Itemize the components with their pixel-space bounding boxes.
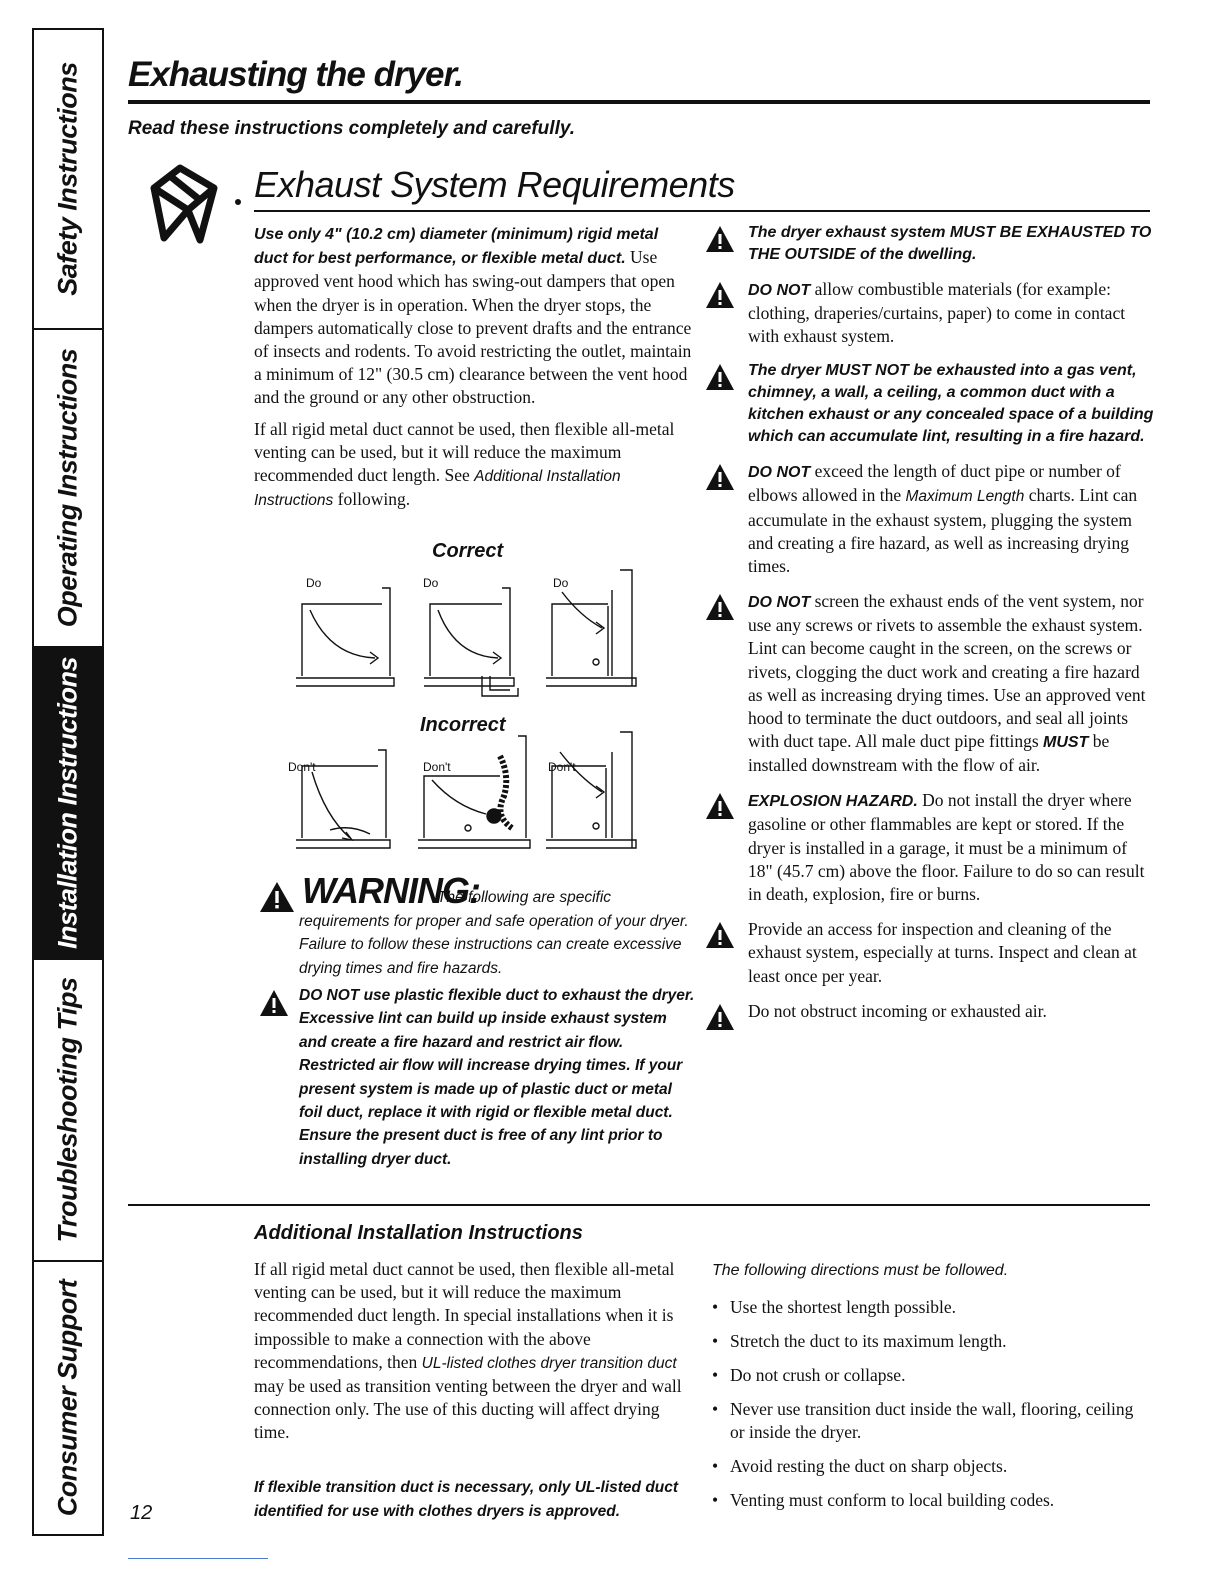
warning-item — [704, 460, 1154, 578]
warning-text: Do not obstruct incoming or exhausted air. — [748, 1000, 1047, 1021]
page-number: 12 — [130, 1502, 153, 1524]
list-item: • Avoid resting the duct on sharp objects. — [712, 1455, 1152, 1478]
tab-label: Safety Instructions — [52, 62, 83, 296]
correct-label: Correct — [432, 540, 504, 562]
warning-lead: EXPLOSION HAZARD. — [748, 793, 918, 811]
section-divider — [128, 1204, 1150, 1206]
flexible-venting-end: following. — [337, 489, 411, 510]
diagram-caption: Do — [306, 576, 322, 590]
warning-text: exceed the length of duct pipe or number of elbows allowed in the — [748, 461, 1121, 506]
list-item: • Never use transition duct inside the wall, flooring, ceiling or inside the dryer. — [712, 1398, 1152, 1444]
tab-troubleshooting-tips[interactable] — [34, 960, 102, 1262]
section-divider — [254, 210, 1150, 212]
duct-requirement-bold: Use only 4" (10.2 cm) diameter (minimum) rigid metal duct for best performance, or flexible metal duct. — [254, 226, 659, 268]
warning-icon — [704, 280, 736, 310]
additional-text-end: may be used as transition venting between the dryer and wall connection only. The use of this ducting will affect drying time. — [254, 1376, 682, 1443]
warning-item — [704, 222, 1154, 266]
warning-item — [704, 278, 1154, 348]
warning-text: The dryer MUST NOT be exhausted into a gas vent, chimney, a wall, a ceiling, a common duct with a kitchen exhaust or any concealed space of a building which can accumulate lint, resulting in a fire hazard. — [748, 362, 1154, 446]
tab-label: Operating Instructions — [52, 348, 83, 628]
transition-duct-ref: UL-listed clothes dryer transition duct — [421, 1354, 677, 1372]
title-divider — [128, 100, 1150, 104]
maximum-length-ref: Maximum Length — [905, 488, 1025, 506]
warning-icon — [704, 224, 736, 254]
warning-emphasis: MUST — [1043, 734, 1089, 752]
diagram-caption: Don't — [548, 760, 576, 774]
warning-icon — [258, 988, 290, 1018]
incorrect-diagram-2 — [418, 736, 530, 848]
footer-rule — [128, 1558, 268, 1559]
warning-text-end: charts. Lint can accumulate in the exhaust system, plugging the system and creating a fire hazard, as well as increasing drying times. — [748, 485, 1138, 577]
warning-item — [704, 1000, 1154, 1023]
tab-operating-instructions[interactable] — [34, 330, 102, 648]
list-item: • Venting must conform to local building codes. — [712, 1489, 1152, 1512]
warning-item — [704, 789, 1154, 906]
additional-instructions-text — [254, 1258, 684, 1445]
warning-lead: DO NOT — [748, 594, 811, 612]
warning-text-end: be installed downstream with the flow of air. — [748, 731, 1110, 776]
warning-item — [704, 590, 1154, 777]
warning-icon — [704, 592, 736, 622]
venting-diagrams — [290, 566, 660, 866]
warning-icon — [704, 462, 736, 492]
tab-label: Troubleshooting Tips — [52, 977, 83, 1243]
correct-diagram-1 — [296, 588, 394, 686]
page-subtitle: Read these instructions completely and carefully. — [128, 118, 575, 139]
warning-icon — [704, 920, 736, 950]
incorrect-diagram-1 — [296, 750, 390, 848]
incorrect-diagram-3 — [546, 732, 636, 848]
warning-heading: WARNING: — [302, 870, 480, 911]
correct-diagram-2 — [424, 588, 518, 696]
tab-label: Installation Instructions — [52, 656, 83, 950]
directions-list — [712, 1296, 1152, 1523]
duct-icon — [140, 158, 250, 250]
warning-icon — [704, 791, 736, 821]
diagram-caption: Don't — [423, 760, 451, 774]
duct-requirement-text: Use approved vent hood which has swing-out dampers that open when the dryer is in operation. When the dryer stops, the dampers automatically close to prevent drafts and the entrance of insects and rodents. To avoid restricting the outlet, maintain a minimum of 12" (30.5 cm) clearance between the vent hood and the ground or any other obstruction. — [254, 247, 692, 408]
correct-diagram-3 — [546, 570, 636, 686]
warning-text: screen the exhaust ends of the vent system, nor use any screws or rivets to assemble the exhaust system. Lint can become caught in the screen, on the screws or rivets, clogging the duct work and creating a fire hazard as well as increasing drying times. Use an approved vent hood to terminate the duct outdoors, and seal all joints with duct tape. All male duct pipe fittings — [748, 591, 1146, 752]
section-tab-bar — [32, 28, 104, 1536]
section-title: Exhaust System Requirements — [254, 164, 735, 205]
warning-icon — [258, 880, 296, 914]
additional-instructions-ref: Additional Installation Instructions — [254, 468, 621, 510]
warning-item — [704, 360, 1154, 448]
warning-icon — [704, 1002, 736, 1032]
diagram-caption: Don't — [288, 760, 316, 774]
tab-consumer-support[interactable] — [34, 1262, 102, 1534]
tab-safety-instructions[interactable] — [34, 30, 102, 330]
diagram-caption: Do — [553, 576, 569, 590]
ul-listed-note: If flexible transition duct is necessary, only UL-listed duct identified for use with clothes dryers is approved. — [254, 1479, 679, 1520]
additional-text: If all rigid metal duct cannot be used, then flexible all-metal venting can be used, but it will reduce the maximum recommended duct length. In special installations when it is impossible to make a connection with the above recommendations, then — [254, 1259, 675, 1372]
right-column — [704, 222, 1154, 1035]
duct-requirement-paragraph — [254, 222, 694, 410]
incorrect-label: Incorrect — [420, 714, 506, 736]
flexible-venting-paragraph — [254, 418, 694, 513]
warning-text: Provide an access for inspection and cleaning of the exhaust system, especially at turns. Inspect and clean at least once per year. — [748, 919, 1137, 986]
warning-text: Do not install the dryer where gasoline or other flammables are kept or stored. If the dryer is installed in a garage, it must be a minimum of 18" (45.7 cm) above the floor. Failure to do so can result in death, explosion, fire or burns. — [748, 790, 1145, 905]
left-column — [254, 222, 694, 520]
list-item: • Do not crush or collapse. — [712, 1364, 1152, 1387]
list-item: • Stretch the duct to its maximum length. — [712, 1330, 1152, 1353]
warning-lead: DO NOT — [748, 282, 811, 299]
directions-intro: The following directions must be followed. — [712, 1262, 1009, 1279]
plastic-duct-warning: DO NOT use plastic flexible duct to exhaust the dryer. Excessive lint can build up inside exhaust system and create a fire hazard and restrict air flow. Restricted air flow will increase drying times. If your present system is made up of plastic duct or metal foil duct, replace it with rigid or flexible metal duct. Ensure the present duct is free of any lint prior to installing dryer duct. — [299, 987, 695, 1168]
warning-text: The dryer exhaust system MUST BE EXHAUSTED TO THE OUTSIDE of the dwelling. — [748, 224, 1152, 263]
warning-text: allow combustible materials (for example: clothing, draperies/curtains, paper) to come in contact with exhaust system. — [748, 279, 1126, 347]
warning-text: The following are specific requirements for proper and safe operation of your dryer. Failure to follow these instructions can create excessive drying times and fire hazards. — [299, 889, 689, 977]
warning-lead: DO NOT — [748, 464, 811, 482]
warning-item — [704, 918, 1154, 988]
additional-instructions-title: Additional Installation Instructions — [254, 1222, 583, 1244]
page-title: Exhausting the dryer. — [128, 55, 463, 94]
list-item: • Use the shortest length possible. — [712, 1296, 1152, 1319]
warning-icon — [704, 362, 736, 392]
tab-label: Consumer Support — [52, 1279, 83, 1517]
diagram-caption: Do — [423, 576, 439, 590]
flexible-venting-text: If all rigid metal duct cannot be used, then flexible all-metal venting can be used, but it will reduce the maximum recommended duct length. See — [254, 418, 675, 486]
tab-installation-instructions[interactable] — [34, 648, 102, 960]
